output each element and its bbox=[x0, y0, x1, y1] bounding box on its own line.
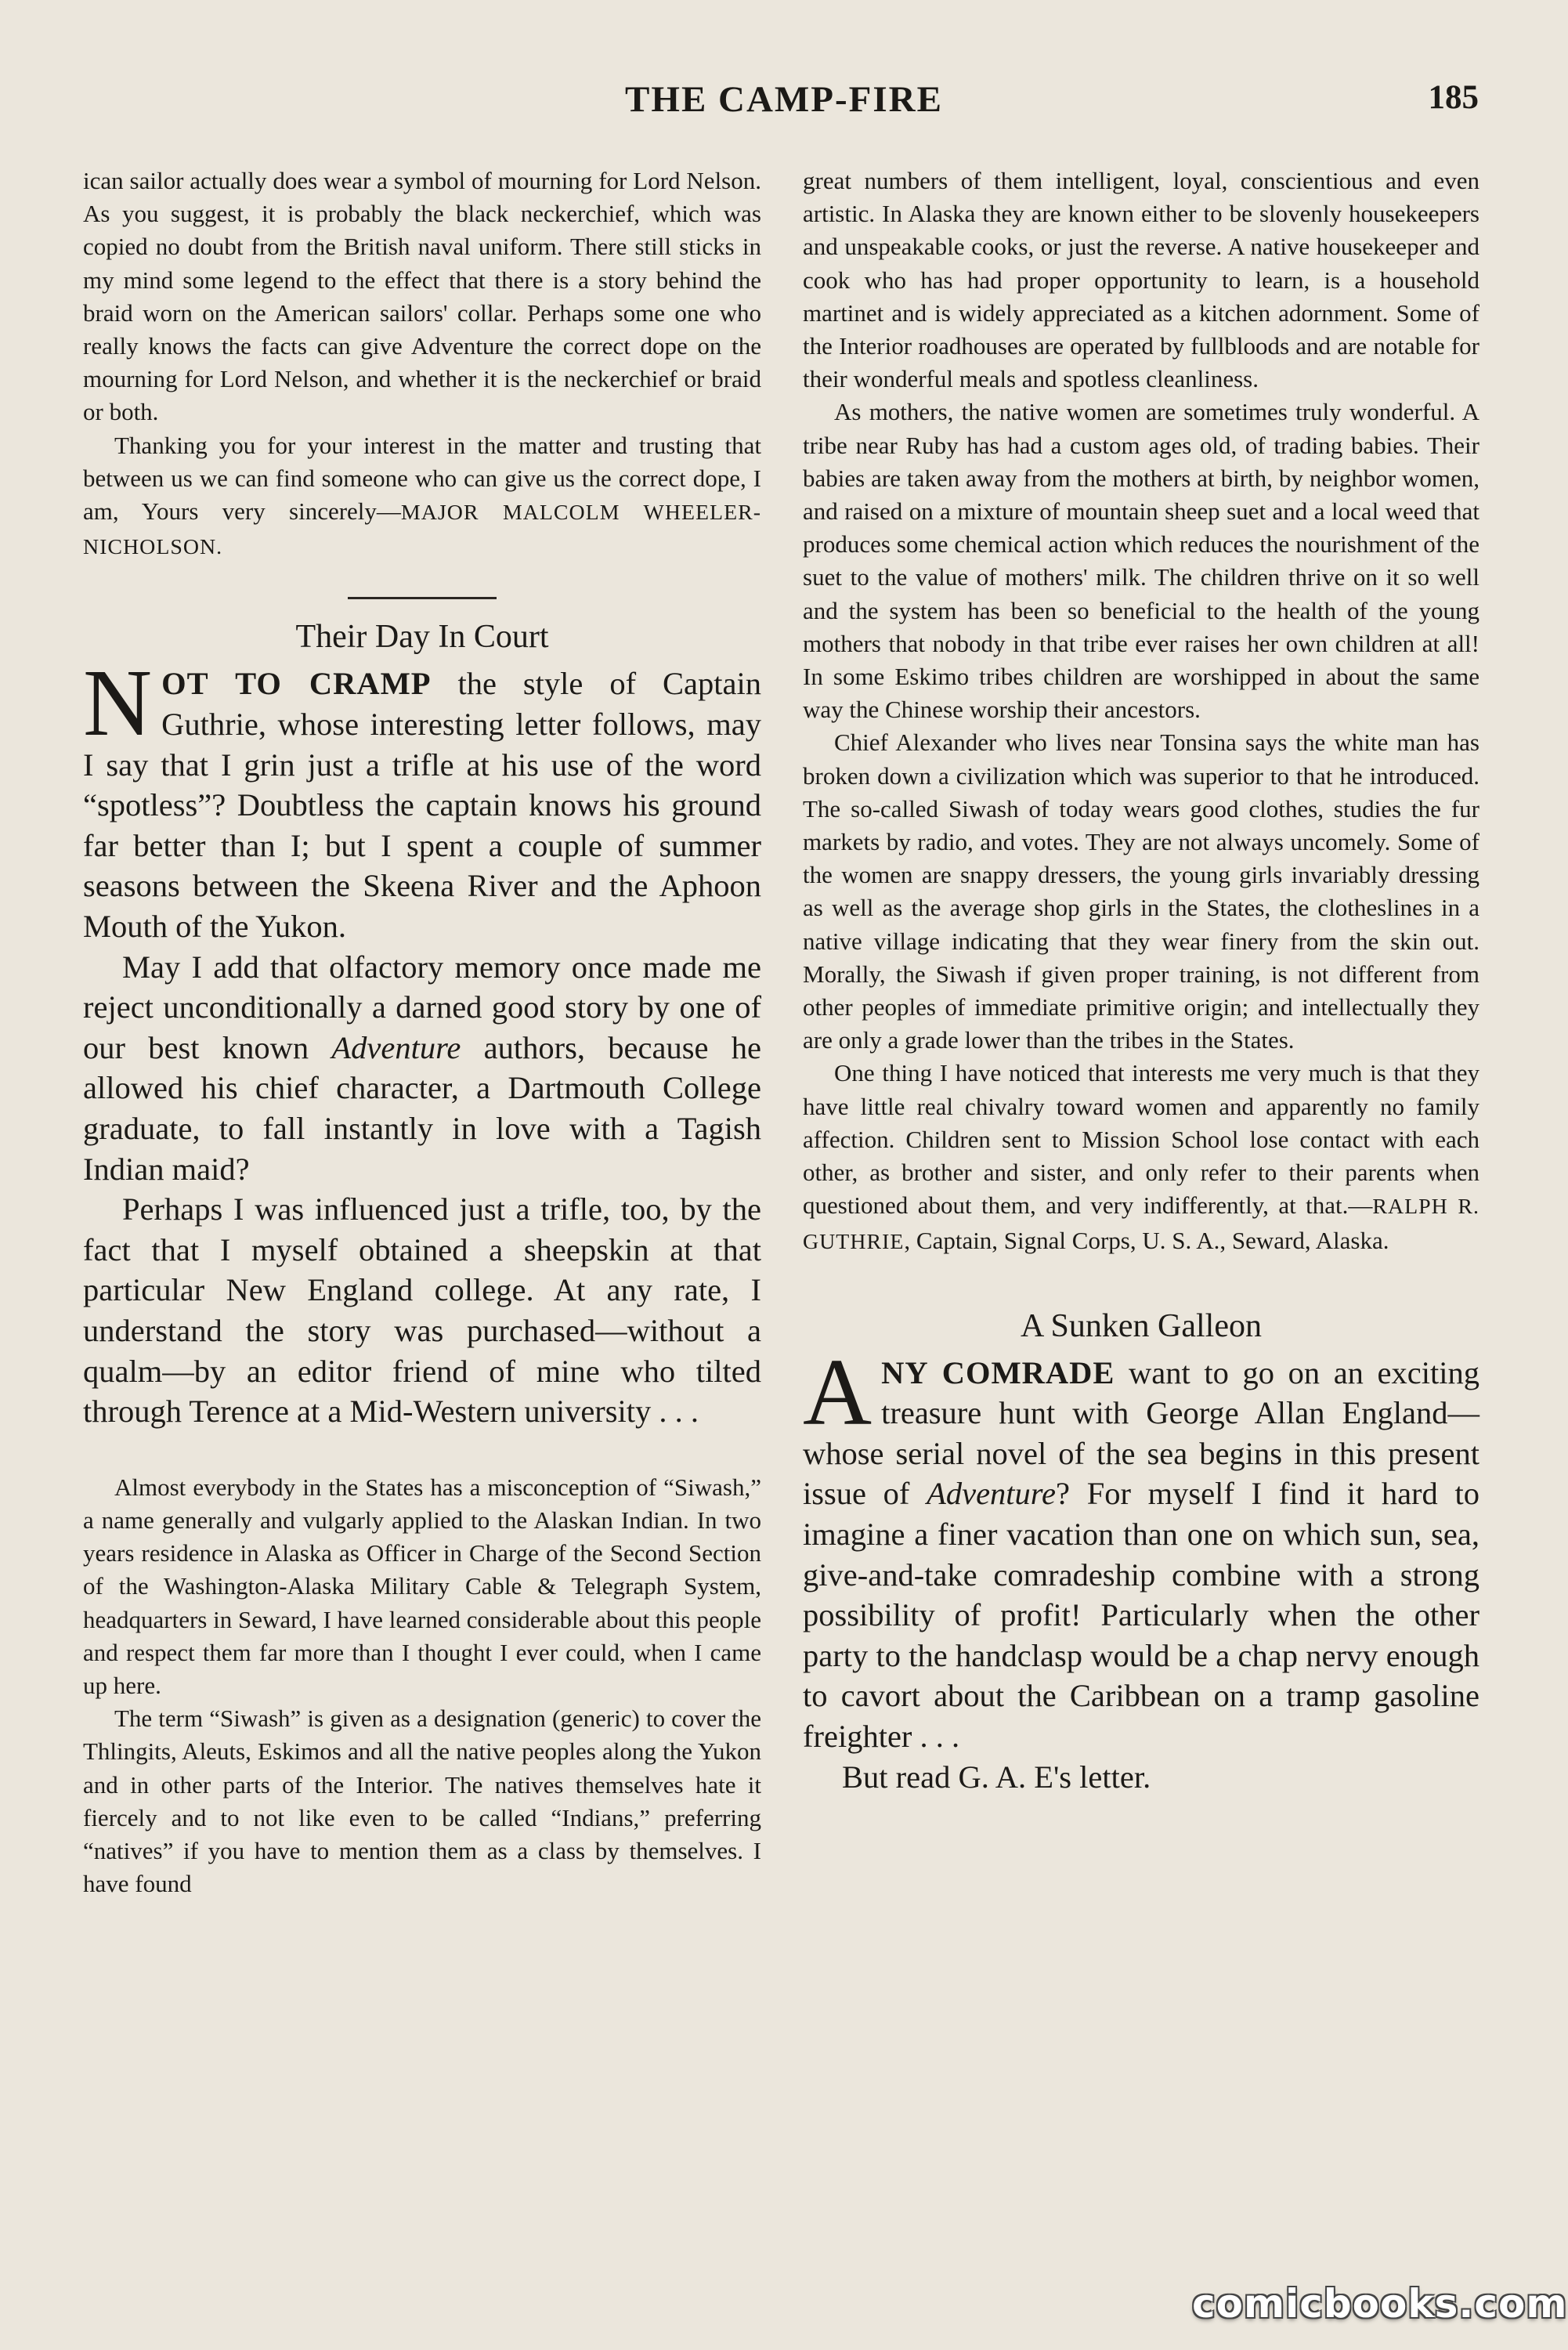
paragraph-text: the style of Captain Guthrie, whose interesting letter follows, may I say that I grin just a trifle at his use of the word “spotless”? Doubtless the captain knows his ground far better than I; but I spent a couple of summer seasons between the Skeena River and the Aphoon Mouth of the Yukon. bbox=[83, 666, 761, 944]
closing-text: Thanking you for your interest in the matter and trusting that between us we can find someone who can give us the correct dope, I am, Yours very sincerely— bbox=[83, 431, 761, 526]
page-number: 185 bbox=[1428, 79, 1479, 116]
drop-cap: N bbox=[83, 650, 153, 757]
left-column bbox=[83, 164, 761, 1900]
section-body bbox=[83, 650, 761, 1431]
magazine-name: Adventure bbox=[927, 1476, 1057, 1512]
editorial-paragraph: Perhaps I was influenced just a trifle, too, by the fact that I myself obtained a sheepskin at that particular New England college. At any rate, I understand the story was purchased—without a qualm—by an editor friend of mine who tilted through Terence at a Mid-Western university . . . bbox=[83, 1191, 761, 1430]
paragraph-text: want to go on an exciting treasure hunt with George Allan England—whose serial novel of the sea begins in this present issue of bbox=[803, 1354, 1479, 1512]
paragraph-text: , Captain, Signal Corps, U. S. A., Seward, Alaska. bbox=[904, 1226, 1389, 1254]
letter-paragraph: ican sailor actually does wear a symbol of mourning for Lord Nelson. As you suggest, it is probably the black neckerchief, which was copied no doubt from the British naval uniform. There still sticks in my mind some legend to the effect that there is a story behind the braid worn on the American sailors' collar. Perhaps some one who really knows the facts can give Adventure the correct dope on the mourning for Lord Nelson, and whether it is the neckerchief or braid or both. bbox=[83, 167, 761, 426]
paragraph-text: authors, because he allowed his chief character, a Dartmouth College graduate, to fall instantly in love with a Tagish Indian maid? bbox=[83, 1029, 761, 1187]
editorial-paragraph bbox=[83, 650, 761, 946]
letter-continuation bbox=[83, 164, 761, 564]
signature: RALPH R. GUTHRIE bbox=[803, 1195, 1480, 1254]
site-watermark: comicbooks.com bbox=[1192, 2281, 1568, 2326]
drop-cap: A bbox=[803, 1339, 873, 1445]
signature: MAJOR MALCOLM WHEELER-NICHOLSON. bbox=[83, 501, 761, 560]
letter-body bbox=[83, 1471, 761, 1901]
magazine-name: Adventure bbox=[331, 1029, 461, 1065]
page-title: THE CAMP-FIRE bbox=[625, 79, 943, 120]
lead-caps: NY COMRADE bbox=[881, 1354, 1115, 1390]
letter-closing bbox=[83, 429, 761, 565]
letter-paragraph: Chief Alexander who lives near Tonsina says the white man has broken down a civilization which was superior to that he introduced. The so-called Siwash of today wears good clothes, studies the fur markets by radio, and votes. They are not always uncomely. Some of the women are snappy dressers, the young girls invariably dressing as well as the average shop girls in the States, the clotheslines in a native village indicating that they wear finery from the skin out. Morally, the Siwash if given proper training, is not different from other peoples of immediate primitive origin; and intellectually they are only a grade lower than the tribes in the States. bbox=[803, 728, 1479, 1054]
letter-paragraph: As mothers, the native women are sometimes truly wonderful. A tribe near Ruby has had a custom ages old, of trading babies. Their babies are taken away from the mothers at birth, by neighbor women, and raised on a mixture of mountain sheep suet and a local weed that produces some chemical action which reduces the nourishment of the suet to the value of mothers' milk. The children thrive on it so well and the system has been so beneficial to the health of the young mothers that nobody in that tribe ever raises her own children at all! In some Eskimo tribes children are worshipped in about the same way the Chinese worship their ancestors. bbox=[803, 398, 1479, 724]
letter-paragraph: great numbers of them intelligent, loyal, conscientious and even artistic. In Alaska they are known either to be slovenly housekeepers and unspeakable cooks, or just the reverse. A native housekeeper and cook who has had proper opportunity to learn, is a household martinet and is widely appreciated as a kitchen adornment. Some of the Interior roadhouses are operated by fullbloods and are notable for their wonderful meals and spotless cleanliness. bbox=[803, 167, 1479, 393]
paragraph-text: One thing I have noticed that interests me very much is that they have little real chivalry toward women and apparently no family affection. Children sent to Mission School lose contact with each other, as brother and sister, and only refer to their parents when questioned about them, and very indifferently, at that.— bbox=[803, 1059, 1479, 1220]
editorial-paragraph: But read G. A. E's letter. bbox=[842, 1759, 1151, 1795]
letter-body bbox=[803, 164, 1479, 1259]
right-column bbox=[803, 164, 1479, 1797]
letter-paragraph: The term “Siwash” is given as a designation (generic) to cover the Thlingits, Aleuts, Eskimos and all the native peoples along the Yukon and in other parts of the Interior. The natives themselves hate it fiercely and to not like even to be called “Indians,” preferring “natives” if you have to mention them as a class by themselves. I have found bbox=[83, 1705, 761, 1898]
lead-caps: OT TO CRAMP bbox=[161, 666, 432, 702]
section-heading: A Sunken Galleon bbox=[1021, 1307, 1262, 1344]
paragraph-text: May I add that olfactory memory once made me reject unconditionally a darned good story by one of our best known bbox=[83, 949, 761, 1065]
editorial-paragraph bbox=[83, 947, 761, 1190]
paragraph-text: ? For myself I find it hard to imagine a finer vacation than one on which sun, sea, give-and-take comradeship combine with a strong possibility of profit! Particularly when the other party to the handclasp would be a chap nervy enough to cavort about the Caribbean on a tramp gasoline freighter . . . bbox=[803, 1476, 1479, 1755]
section-body bbox=[803, 1339, 1479, 1798]
letter-paragraph: Almost everybody in the States has a misconception of “Siwash,” a name generally and vulgarly applied to the Alaskan Indian. In two years residence in Alaska as Officer in Charge of the Second Section of the Washington-Alaska Military Cable & Telegraph System, headquarters in Seward, I have learned considerable about this people and respect them far more than I thought I ever could, when I came up here. bbox=[83, 1473, 761, 1699]
section-heading: Their Day In Court bbox=[295, 619, 549, 656]
letter-closing bbox=[803, 1057, 1479, 1258]
editorial-paragraph bbox=[803, 1339, 1479, 1757]
running-head bbox=[0, 78, 1568, 125]
